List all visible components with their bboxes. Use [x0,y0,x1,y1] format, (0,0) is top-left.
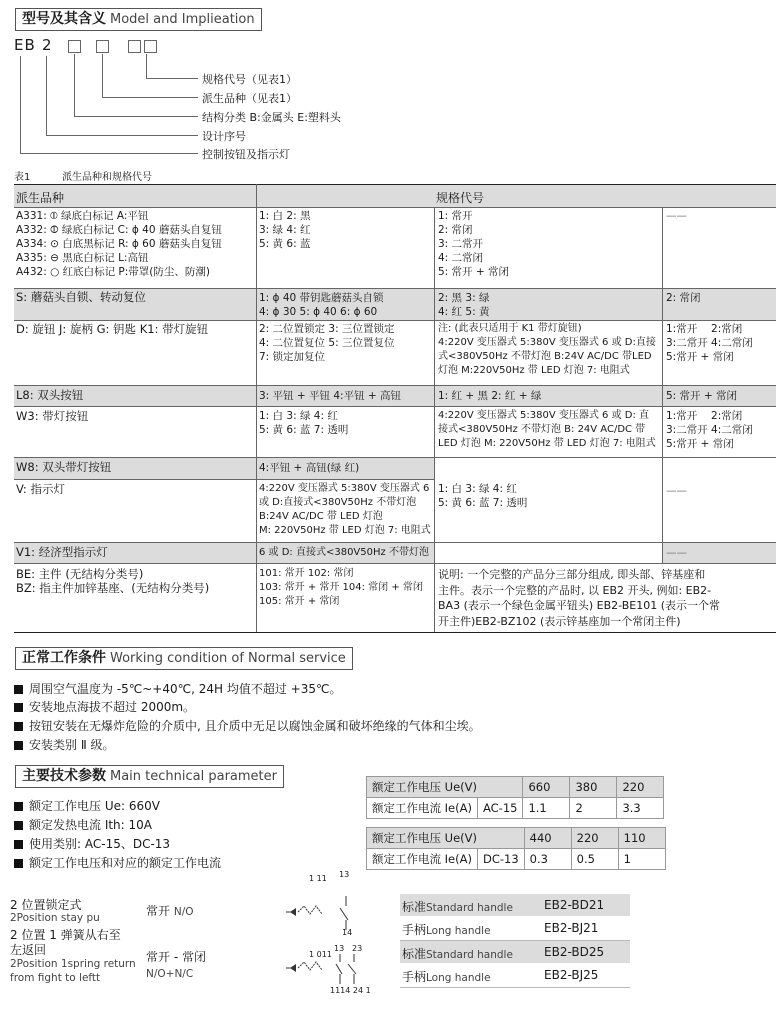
r4-variant: L8: 双头按钮 [16,388,84,402]
normal-item: 按钮安装在无爆炸危险的介质中, 且介质中无足以腐蚀金属和破坏绝缘的气体和尘埃。 [14,717,481,734]
r6-col2: 4:平钮 + 高钮(绿 红) [259,462,360,474]
tech-item: 额定工作电压 Ue: 660V [14,797,160,814]
type-no-cn: 常开 N/O [146,904,194,918]
code-box-variant [96,40,109,53]
label-variant: 派生品种（见表1） [202,92,297,105]
model-code: EB2-BD21 [544,898,605,912]
code-box-spec-1 [128,40,141,53]
table1-head-variant: 派生品种 [16,191,65,205]
model-row: 手柄Long handle [402,970,491,984]
r3-col2: 2: 二位置锁定 3: 三位置锁定 4: 二位置复位 5: 三位置复位 7: 锁定加复位 [259,323,395,363]
normal-title-en: Working condition of Normal service [110,651,346,666]
r7-col3: 1: 白 3: 绿 4: 红 5: 黄 6: 蓝 7: 透明 [438,483,528,509]
table1-head-spec: 规格代号 [436,191,485,205]
r2-col2: 1: ϕ 40 带钥匙蘑菇头自锁 4: ϕ 30 5: ϕ 40 6: ϕ 60 [259,292,384,318]
pos-spring-en2: from fight to leftt [10,972,101,984]
code-2: 2 [42,36,53,54]
r1-color: 1: 白 2: 黑 3: 绿 4: 红 5: 黄 6: 蓝 [259,210,311,250]
pos-spring-en: 2Position 1spring return [10,958,136,970]
normal-item: 安装地点海拔不超过 2000m。 [14,698,195,715]
model-row: 标准Standard handle [402,900,513,914]
pos-spring-cn: 2 位置 1 弹簧从右至 [10,928,121,942]
label-structure: 结构分类 B:金属头 E:塑料头 [202,111,341,124]
label-design-no: 设计序号 [202,130,246,143]
diag2-23: 23 [352,944,363,953]
tech-item: 额定发热电流 Ith: 10A [14,816,152,833]
r7-variant: V: 指示灯 [16,482,65,496]
normal-item: 安装类别 Ⅱ 级。 [14,736,115,753]
contact-diagram-no [284,872,364,936]
normal-item: 周围空气温度为 -5℃~+40℃, 24H 均值不超过 +35℃。 [14,680,341,697]
tech-title-cn: 主要技术参数 [22,768,106,784]
r5-col2: 1: 白 3: 绿 4: 红 5: 黄 6: 蓝 7: 透明 [259,410,349,436]
r2-col3: 2: 黑 3: 绿 4: 红 5: 黄 [438,292,490,318]
code-box-structure [68,40,81,53]
code-eb: EB [14,36,36,54]
model-code: EB2-BJ21 [544,921,599,935]
model-code: EB2-BJ25 [544,968,599,982]
model-row: 标准Standard handle [402,947,513,961]
tech-title-en: Main technical parameter [110,769,277,784]
type-nonc-en: N/O+N/C [146,968,194,980]
diag1-top: 1 11 [309,874,327,883]
pos-spring-cn2: 左返回 [10,943,47,957]
diag2-top: 1 011 [309,950,332,959]
r3-variant: D: 旋钮 J: 旋柄 G: 钥匙 K1: 带灯旋钮 [16,322,209,336]
model-title-cn: 型号及其含义 [22,11,106,27]
normal-title-cn: 正常工作条件 [22,650,106,666]
label-spec-code: 规格代号（见表1） [202,73,297,86]
ac-param-table: 额定工作电压 Ue(V) 660 380 220 额定工作电流 Ie(A) AC-15 1.1 2 3.3 [366,776,664,819]
dc-param-table: 额定工作电压 Ue(V) 440 220 110 额定工作电流 Ie(A) DC-13 0.3 0.5 1 [366,827,666,870]
r6-variant: W8: 双头带灯按钮 [16,460,112,474]
r1-col4: —— [666,210,687,222]
r5-col4: 1:常开 2:常闭 3:二常开 4:二常闭 5:常开 + 常闭 [666,410,753,450]
r9-col2: 101: 常开 102: 常闭 103: 常开 + 常开 104: 常闭 + 常闭 105: 常开 + 常闭 [259,568,423,607]
r9-note: 说明: 一个完整的产品分三部分组成, 即头部、锌基座和 主件。表示一个完整的产品时, 以 EB2 开头, 例如: EB2- BA3 (表示一个绿色金属平钮头) EB2-BE101 (表示一个常 开主件)EB2-BZ102 (表示锌基座加一个常闭主件) [438,568,720,628]
r2-variant: S: 蘑菇头自锁、转动复位 [16,290,146,304]
r1-variant: A331: ⦶ 绿底白标记 A:平钮 A332: ⦷ 绿底白标记 C: ϕ 40 蘑菇头自复钮 A334: ⊙ 白底黑标记 R: ϕ 60 蘑菇头自复钮 A335: ⊖ 黑底白标记 L:高钮 A432: ○ 红底白标记 P:带罩(防尘、防潮) [16,210,222,278]
model-code: EB2-BD25 [544,945,605,959]
r8-col2: 6 或 D: 直接式<380V50Hz 不带灯泡 [259,547,429,558]
r7-col2: 4:220V 变压器式 5:380V 变压器式 6 或 D:直接式<380V50Hz 不带灯泡 B:24V AC/DC 带 LED 灯泡 M: 220V50Hz 带 LED 灯泡 7: 电阻式 [259,483,431,536]
r9-variant: BE: 主件 (无结构分类号) BZ: 指主件加锌基座、(无结构分类号) [16,567,210,595]
pos-stay-en: 2Position stay pu [10,912,100,924]
diag2-13: 13 [334,944,345,953]
r8-col4: —— [666,547,687,559]
table1-number: 表1 [14,172,31,183]
diag1-14: 14 [342,928,353,937]
contact-diagram-nonc [284,944,374,1000]
model-row: 手柄Long handle [402,923,491,937]
r3-col3: 注: (此表只适用于 K1 带灯旋钮) 4:220V 变压器式 5:380V 变压器式 6 或 D:直接 式<380V50Hz 不带灯泡 B:24V AC/DC 带LED 灯泡 M:220V50Hz 带 LED 灯泡 7: 电阻式 [438,323,656,376]
normal-section-title [15,647,353,670]
tech-section-title [15,765,284,788]
diag2-bottom: 1114 24 1 [330,986,371,995]
r4-col3: 1: 红 + 黑 2: 红 + 绿 [438,390,542,402]
table1-caption: 派生品种和规格代号 [62,172,152,183]
label-control-button: 控制按钮及指示灯 [202,148,290,161]
pos-stay-cn: 2 位置锁定式 [10,898,82,912]
r5-col3: 4:220V 变压器式 5:380V 变压器式 6 或 D: 直 接式<380V50Hz 不带灯泡 B: 24V AC/DC 带 LED 灯泡 M: 220V50Hz 带 LED 灯泡 7: 电阻式 [438,410,656,449]
r4-col4: 5: 常开 + 常闭 [666,390,738,402]
model-title-en: Model and Implieation [110,12,255,27]
r2-col4: 2: 常闭 [666,292,701,304]
model-section-title [15,8,262,31]
code-box-spec-2 [144,40,157,53]
tech-item: 使用类别: AC-15、DC-13 [14,835,170,852]
r3-col4: 1:常开 2:常闭 3:二常开 4:二常闭 5:常开 + 常闭 [666,323,753,363]
diag1-13: 13 [339,870,350,879]
type-nonc-cn: 常开 - 常闭 [146,950,206,964]
r8-variant: V1: 经济型指示灯 [16,545,108,559]
r7-col4: —— [666,485,687,497]
tech-item: 额定工作电压和对应的额定工作电流 [14,854,221,871]
r1-contact: 1: 常开 2: 常闭 3: 二常开 4: 二常闭 5: 常开 + 常闭 [438,210,510,278]
r5-variant: W3: 带灯按钮 [16,409,89,423]
r4-col2: 3: 平钮 + 平钮 4:平钮 + 高钮 [259,390,402,402]
